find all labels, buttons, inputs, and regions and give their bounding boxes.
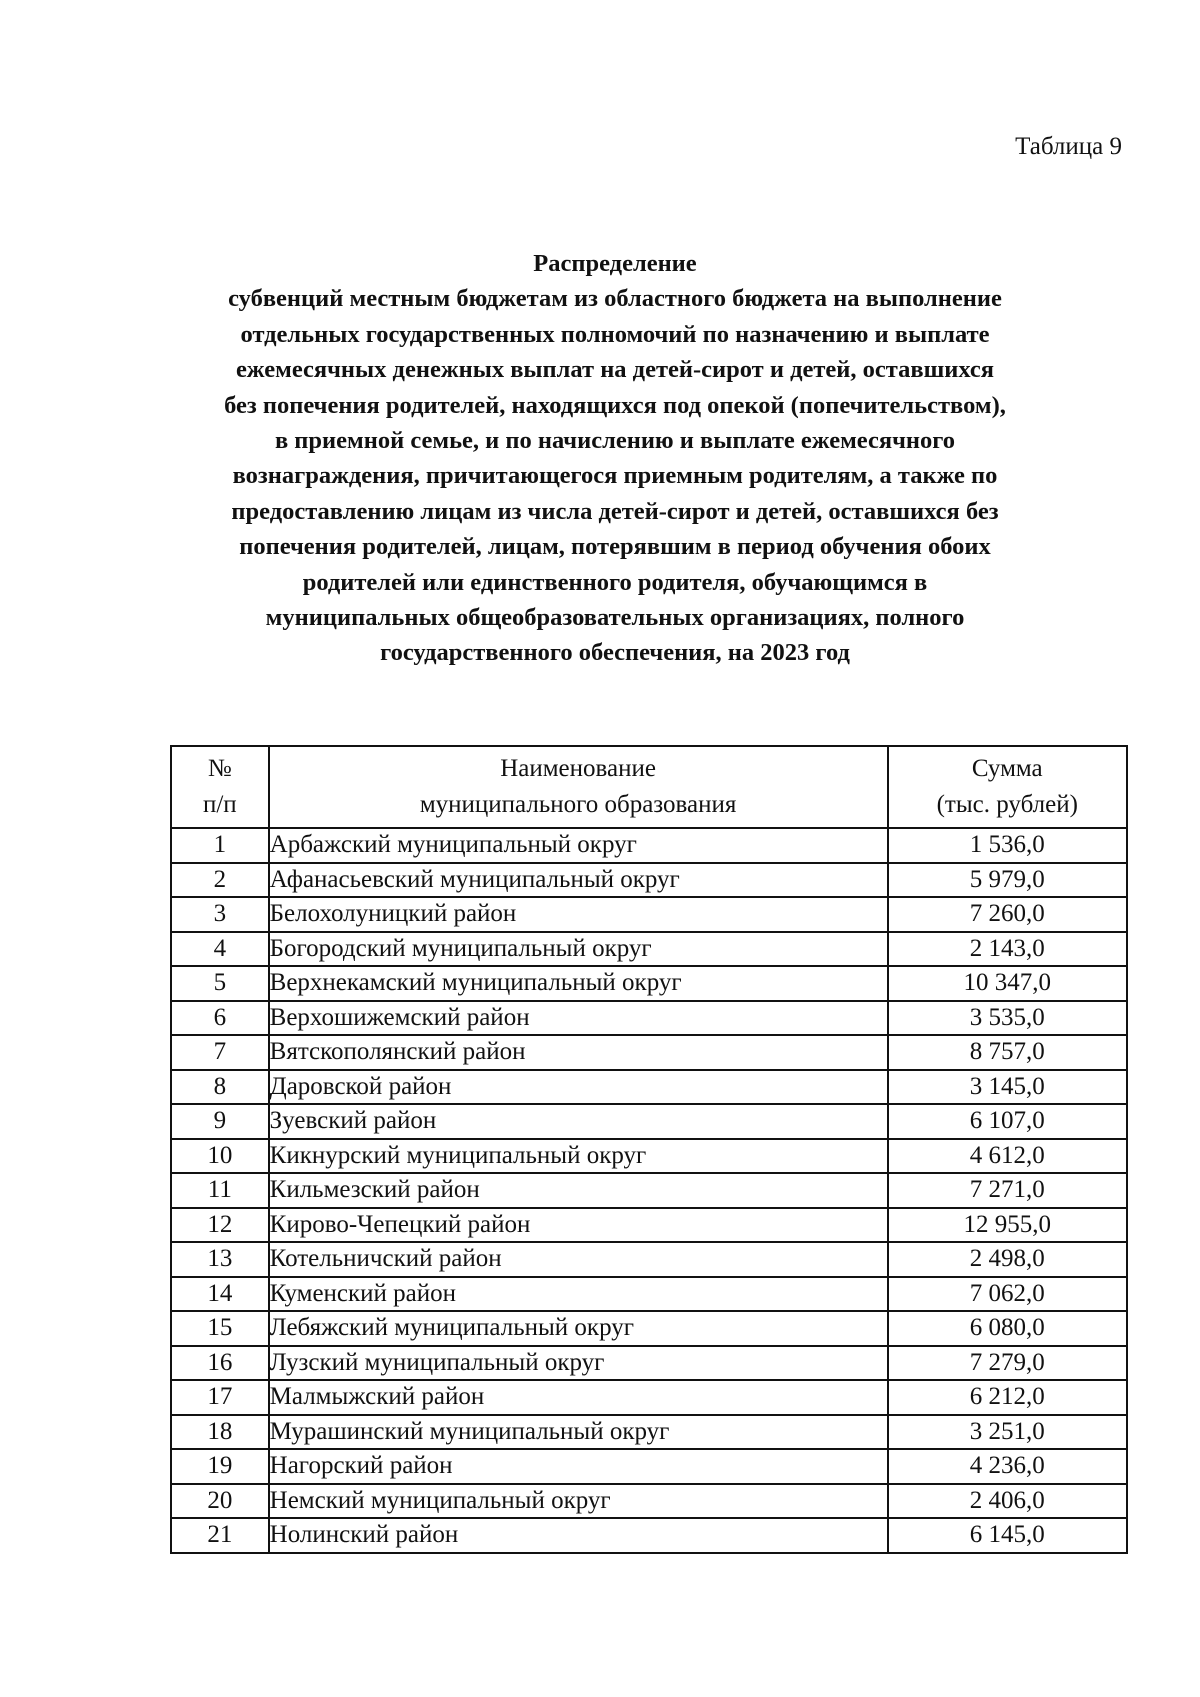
table-row [171,966,1127,1001]
header-number [171,746,269,828]
subvention-sum: 2 143,0 [888,932,1127,967]
table-row [171,1173,1127,1208]
subvention-sum: 8 757,0 [888,1035,1127,1070]
table-row [171,897,1127,932]
table-row [171,1277,1127,1312]
row-number: 16 [171,1346,269,1381]
document-title [170,246,1060,671]
subvention-sum: 6 145,0 [888,1518,1127,1553]
table-header-row [171,746,1127,828]
title-line: предоставлению лицам из числа детей-сирот и детей, оставшихся без [231,497,999,525]
row-number: 17 [171,1380,269,1415]
table-row [171,1001,1127,1036]
table-row [171,932,1127,967]
subvention-sum: 7 279,0 [888,1346,1127,1381]
distribution-table [170,745,1128,1554]
header-number-line: № [207,755,232,782]
municipality-name: Кикнурский муниципальный округ [269,1139,888,1174]
subvention-sum: 3 535,0 [888,1001,1127,1036]
row-number: 2 [171,863,269,898]
subvention-sum: 6 107,0 [888,1104,1127,1139]
table-row [171,1346,1127,1381]
header-sum-line: Сумма [971,755,1043,782]
municipality-name: Верхнекамский муниципальный округ [269,966,888,1001]
subvention-sum: 4 236,0 [888,1449,1127,1484]
title-line: без попечения родителей, находящихся под опекой (попечительством), [224,391,1006,419]
subvention-sum: 7 260,0 [888,897,1127,932]
subvention-sum: 10 347,0 [888,966,1127,1001]
subvention-sum: 12 955,0 [888,1208,1127,1243]
table-row [171,1208,1127,1243]
municipality-name: Малмыжский район [269,1380,888,1415]
title-line: отдельных государственных полномочий по назначению и выплате [240,320,990,348]
row-number: 12 [171,1208,269,1243]
title-line: родителей или единственного родителя, обучающимся в [302,568,928,596]
municipality-name: Вятскополянский район [269,1035,888,1070]
subvention-sum: 6 212,0 [888,1380,1127,1415]
header-number-line: п/п [202,791,237,818]
table-row [171,1070,1127,1105]
title-line: попечения родителей, лицам, потерявшим в период обучения обоих [239,533,991,561]
row-number: 18 [171,1415,269,1450]
header-municipality-line: Наименование [500,755,656,782]
table-row [171,863,1127,898]
row-number: 7 [171,1035,269,1070]
row-number: 1 [171,828,269,863]
row-number: 8 [171,1070,269,1105]
title-line: вознаграждения, причитающегося приемным родителям, а также по [232,462,998,490]
row-number: 6 [171,1001,269,1036]
subvention-sum: 3 145,0 [888,1070,1127,1105]
table-row [171,1104,1127,1139]
municipality-name: Белохолуницкий район [269,897,888,932]
municipality-name: Нагорский район [269,1449,888,1484]
table-row [171,828,1127,863]
title-line: субвенций местным бюджетам из областного бюджета на выполнение [228,285,1002,313]
subvention-sum: 7 271,0 [888,1173,1127,1208]
municipality-name: Мурашинский муниципальный округ [269,1415,888,1450]
table-row [171,1035,1127,1070]
table-row [171,1380,1127,1415]
row-number: 5 [171,966,269,1001]
subvention-sum: 1 536,0 [888,828,1127,863]
table-row [171,1415,1127,1450]
row-number: 11 [171,1173,269,1208]
header-municipality [269,746,888,828]
row-number: 13 [171,1242,269,1277]
subvention-sum: 2 498,0 [888,1242,1127,1277]
municipality-name: Куменский район [269,1277,888,1312]
table-number-label: Таблица 9 [1015,133,1122,160]
table-row [171,1311,1127,1346]
header-sum [888,746,1127,828]
table-row [171,1139,1127,1174]
municipality-name: Лузский муниципальный округ [269,1346,888,1381]
subvention-sum: 6 080,0 [888,1311,1127,1346]
row-number: 14 [171,1277,269,1312]
row-number: 20 [171,1484,269,1519]
row-number: 3 [171,897,269,932]
municipality-name: Котельничский район [269,1242,888,1277]
municipality-name: Верхошижемский район [269,1001,888,1036]
title-line: Распределение [533,250,697,277]
municipality-name: Лебяжский муниципальный округ [269,1311,888,1346]
header-municipality-line: муниципального образования [419,791,737,818]
table-row [171,1449,1127,1484]
header-sum-line: (тыс. рублей) [936,791,1078,818]
row-number: 10 [171,1139,269,1174]
subvention-sum: 5 979,0 [888,863,1127,898]
title-line: ежемесячных денежных выплат на детей-сирот и детей, оставшихся [235,356,995,384]
municipality-name: Зуевский район [269,1104,888,1139]
municipality-name: Арбажский муниципальный округ [269,828,888,863]
table-row [171,1518,1127,1553]
row-number: 4 [171,932,269,967]
subvention-sum: 3 251,0 [888,1415,1127,1450]
municipality-name: Афанасьевский муниципальный округ [269,863,888,898]
title-line: государственного обеспечения, на 2023 год [380,639,850,667]
subvention-sum: 2 406,0 [888,1484,1127,1519]
subvention-sum: 7 062,0 [888,1277,1127,1312]
municipality-name: Даровской район [269,1070,888,1105]
municipality-name: Богородский муниципальный округ [269,932,888,967]
municipality-name: Нолинский район [269,1518,888,1553]
title-line: муниципальных общеобразовательных организациях, полного [265,604,965,632]
table-row [171,1242,1127,1277]
municipality-name: Кильмезский район [269,1173,888,1208]
row-number: 9 [171,1104,269,1139]
row-number: 21 [171,1518,269,1553]
municipality-name: Кирово-Чепецкий район [269,1208,888,1243]
municipality-name: Немский муниципальный округ [269,1484,888,1519]
table-row [171,1484,1127,1519]
row-number: 19 [171,1449,269,1484]
row-number: 15 [171,1311,269,1346]
subvention-sum: 4 612,0 [888,1139,1127,1174]
title-line: в приемной семье, и по начислению и выплате ежемесячного [274,427,956,455]
